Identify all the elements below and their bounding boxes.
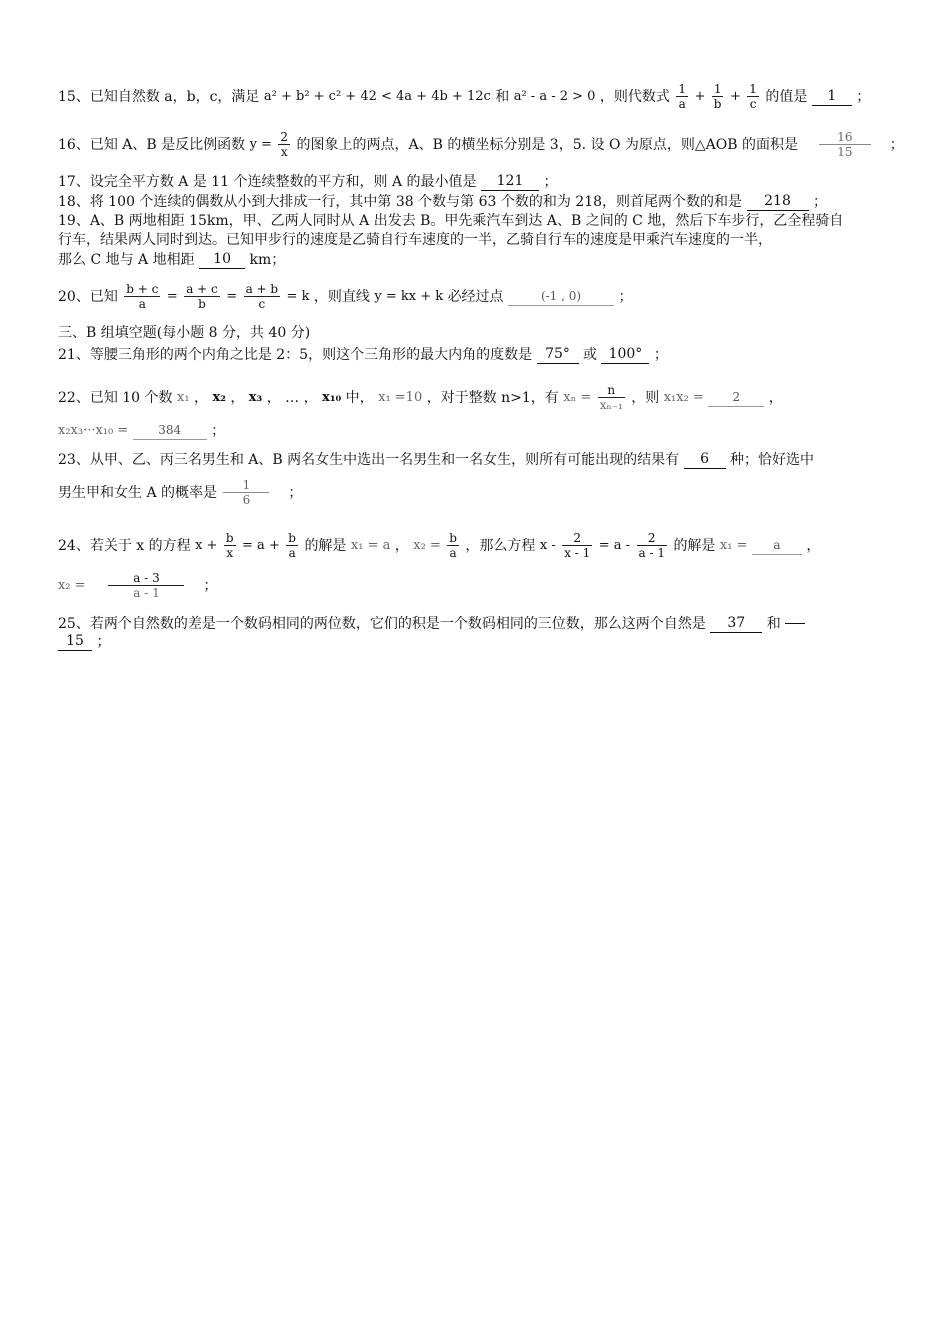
q22-answer-2: 384: [133, 421, 207, 440]
q25-and: 和: [766, 615, 781, 632]
q15-frac-1b: $\frac{1}{b}$: [713, 82, 722, 111]
q22-x10: x₁₀: [322, 389, 342, 405]
q22-x1-value: x₁ =10: [378, 389, 423, 405]
section-3-heading: 三、B 组填空题(每小题 8 分，共 40 分): [58, 325, 311, 341]
q20-text-2: ，则直线: [313, 288, 370, 305]
question-21: [58, 345, 668, 364]
q25-answer-2: 15: [58, 632, 92, 651]
q24-text-2: 的解是: [304, 537, 347, 554]
question-24-line-2: [58, 571, 217, 600]
q24-end: ；: [203, 577, 218, 594]
q23-text-3: 男生甲和女生 A 的概率是: [58, 484, 218, 501]
q15-and: 和: [495, 88, 510, 105]
q20-equals-k: = k: [286, 288, 310, 304]
question-22-line-2: [58, 421, 225, 440]
question-22-line-1: 22、已知 10 个数 x₁ ， x₂ ， x₃ ， … ， x₁₀ 中， x₁ =10 ，对于整数 n>1，有 xₙ = $\frac{n}{\text{xₙ₋₁}}$ ，则 x₁x₂ = 2 ，: [58, 383, 783, 412]
q21-answer-1: 75°: [537, 345, 579, 364]
question-17: [58, 172, 557, 191]
question-24-line-1: [58, 531, 820, 560]
q22-x1: x₁: [176, 389, 190, 405]
q23-end: ；: [288, 484, 303, 501]
q22-xn: xₙ =: [563, 389, 592, 405]
q23-answer-1: 6: [684, 450, 726, 469]
q24-comma: ，: [394, 537, 409, 554]
q23-text: 23、从甲、乙、丙三名男生和 A、B 两名女生中选出一名男生和一名女生，则所有可能出现的结果有: [58, 451, 680, 468]
q24-eq-part-3: x -: [539, 537, 556, 553]
q15-condition-1: a² + b² + c² + 42 < 4a + 4b + 12c: [263, 88, 491, 104]
q22-product: x₂x₃···x₁₀ =: [58, 422, 129, 438]
q15-answer: 1: [812, 87, 852, 106]
q17-text: 17、设完全平方数 A 是 11 个连续整数的平方和，则 A 的最小值是: [58, 173, 477, 190]
question-19-line-1: 19、A、B 两地相距 15km，甲、乙两人同时从 A 出发去 B。甲先乘汽车到达 A、B 之间的 C 地，然后下车步行，乙全程骑自: [58, 213, 844, 229]
q24-solution-2: x₂ =: [413, 537, 441, 553]
q24-frac-1: $\frac{b}{x}$: [225, 531, 234, 560]
q24-text-3: ，那么方程: [465, 537, 536, 554]
question-20: 20、已知 $\frac{b + c}{a}$ = $\frac{a + c}{b}$ = $\frac{a + b}{c}$ = k ，则直线 y = kx + k 必经过点 (-1 , 0) ；: [58, 282, 633, 311]
q19-text-3: 那么 C 地与 A 地相距: [58, 251, 195, 268]
q24-answer-2: $\frac{a - 3}{a - 1}$: [108, 571, 184, 600]
q24-text-4: 的解是: [673, 537, 716, 554]
q20-answer: (-1 , 0): [508, 287, 614, 306]
q16-text-2: 的图象上的两点，A、B 的横坐标分别是 3，5. 设 O 为原点，则△AOB 的面积是: [296, 136, 798, 153]
q16-y: y =: [249, 136, 272, 152]
q21-answer-2: 100°: [601, 345, 649, 364]
q25-text: 25、若两个自然数的差是一个数码相同的两位数，它们的积是一个数码相同的三位数，那么这两个自然是: [58, 615, 706, 632]
question-15: 15、已知自然数 a，b，c，满足 a² + b² + c² + 42 < 4a + 4b + 12c 和 a² - a - 2 > 0 ，则代数式 $\frac{1}{a}$ + $\frac{1}{b}$ + $\frac{1}{c}$ 的值是 1 ；: [58, 82, 871, 111]
q22-x3: x₃: [248, 389, 263, 405]
q22-comma: ，: [768, 389, 783, 406]
q20-frac-1: $\frac{b + c}{a}$: [126, 282, 159, 311]
q21-end: ；: [653, 346, 668, 363]
q22-answer-1: 2: [708, 388, 764, 407]
q22-text: 22、已知 10 个数: [58, 389, 173, 406]
q15-frac-1c: $\frac{1}{c}$: [749, 82, 757, 111]
q24-result-1-label: x₁ =: [719, 537, 748, 553]
q24-comma-2: ，: [806, 537, 821, 554]
q22-recurrence-fraction: $\frac{n}{\text{xₙ₋₁}}$: [599, 383, 623, 412]
q20-frac-3: $\frac{a + b}{c}$: [245, 282, 279, 311]
q15-end: ；: [856, 88, 871, 105]
q16-fraction: $\frac{2}{x}$: [280, 130, 289, 159]
q22-end: ；: [211, 422, 226, 439]
q21-text: 21、等腰三角形的两个内角之比是 2：5，则这个三角形的最大内角的度数是: [58, 346, 533, 363]
q25-answer-1: 37: [710, 614, 762, 633]
question-23-line-1: [58, 450, 814, 469]
question-19-line-3: [58, 250, 285, 269]
q22-text-3: ，对于整数 n>1，有: [426, 389, 559, 406]
q20-end: ；: [618, 288, 633, 305]
q15-text: 15、已知自然数 a，b，c，满足: [58, 88, 260, 105]
q22-text-4: ，则: [631, 389, 660, 406]
q24-eq-part-1: x +: [195, 537, 218, 553]
question-16: [58, 130, 904, 159]
q17-answer: 121: [481, 172, 539, 191]
q16-end: ；: [889, 136, 904, 153]
q22-text-2: 中，: [345, 389, 374, 406]
q20-frac-2: $\frac{a + c}{b}$: [186, 282, 218, 311]
q24-solution-1: x₁ = a: [350, 537, 391, 553]
q19-unit: km；: [249, 251, 286, 268]
q15-frac-1a: $\frac{1}{a}$: [678, 82, 686, 111]
q18-end: ；: [812, 193, 827, 210]
question-23-line-2: [58, 478, 302, 507]
question-25-line-2: [58, 632, 110, 651]
question-25-line-1: [58, 614, 805, 633]
q18-text: 18、将 100 个连续的偶数从小到大排成一行，其中第 38 个数与第 63 个数的和为 218，则首尾两个数的和是: [58, 193, 743, 210]
q19-answer: 10: [199, 250, 245, 269]
q23-answer-2: $\frac{1}{6}$: [223, 478, 269, 507]
q20-line-equation: y = kx + k: [374, 288, 444, 304]
q15-condition-2: a² - a - 2 > 0: [513, 88, 596, 104]
q15-text-3: 的值是: [765, 88, 808, 105]
question-19-line-2: 行车，结果两人同时到达。已知甲步行的速度是乙骑自行车速度的一半，乙骑自行车的速度是甲乘汽车速度的一半，: [58, 232, 772, 248]
q24-frac-5: $\frac{2}{a - 1}$: [638, 531, 665, 560]
q24-text: 24、若关于 x 的方程: [58, 537, 191, 554]
q15-text-2: ，则代数式: [599, 88, 670, 105]
question-18: [58, 192, 827, 211]
q24-eq-part-4: = a -: [598, 537, 631, 553]
q24-frac-3: $\frac{b}{a}$: [449, 531, 457, 560]
q22-x2: x₂: [212, 389, 226, 405]
q17-end: ；: [543, 173, 558, 190]
q16-text: 16、已知 A、B 是反比例函数: [58, 136, 246, 153]
q25-end: ；: [96, 633, 111, 650]
q20-text: 20、已知: [58, 288, 118, 305]
q22-dots: …: [285, 389, 300, 406]
q16-answer: $\frac{16}{15}$: [819, 130, 871, 159]
q18-answer: 218: [747, 192, 809, 211]
q24-frac-4: $\frac{2}{x - 1}$: [564, 531, 591, 560]
q23-text-2: 种；恰好选中: [730, 451, 815, 468]
q24-eq-part-2: = a +: [242, 537, 280, 553]
q24-answer-1: a: [752, 536, 802, 555]
q24-frac-2: $\frac{b}{a}$: [288, 531, 296, 560]
q21-or: 或: [582, 346, 597, 363]
q20-text-3: 必经过点: [447, 288, 504, 305]
q22-x1x2: x₁x₂ =: [663, 389, 704, 405]
q24-result-2-label: x₂ =: [58, 577, 86, 593]
